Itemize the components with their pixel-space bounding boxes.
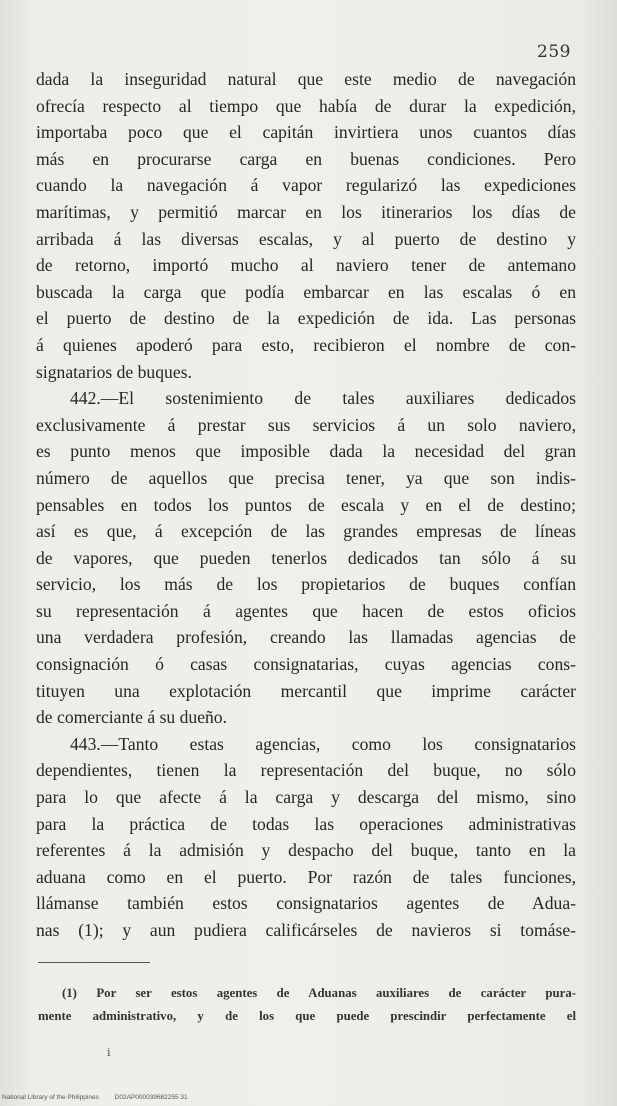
page-number: 259 xyxy=(537,42,571,62)
text-line: dependientes, tienen la representación del buque, no sólo xyxy=(36,760,576,781)
text-line: nas (1); y aun pudiera calificárseles de navieros si tomáse- xyxy=(36,920,576,940)
paragraph-end-line: signatarios de buques. xyxy=(36,361,192,382)
text-line: exclusivamente á prestar sus servicios á un solo naviero, xyxy=(36,414,576,435)
footnote-line: (1) Por ser estos agentes de Aduanas auxiliares de carácter pura- xyxy=(62,986,576,1000)
text-line: servicio, los más de los propietarios de buques confían xyxy=(36,574,576,595)
text-line: pensables en todos los puntos de escala y en el de destino; xyxy=(36,494,576,515)
footnote-line: mente administrativo, y de los que puede prescindir perfectamente el xyxy=(38,1009,576,1023)
text-line: buscada la carga que podía embarcar en las escalas ó en xyxy=(36,281,576,302)
text-line: dada la inseguridad natural que este medio de navegación xyxy=(36,69,576,89)
text-line: arribada á las diversas escalas, y al puerto de destino y xyxy=(36,228,576,249)
text-line: llámanse también estos consignatarios agentes de Adua- xyxy=(36,893,576,914)
text-line: importaba poco que el capitán invirtiera unos cuantos días xyxy=(36,122,576,143)
footnote-divider xyxy=(38,962,150,963)
text-line: su representación á agentes que hacen de estos oficios xyxy=(36,600,576,621)
text-line: tituyen una explotación mercantil que imprime carácter xyxy=(36,680,576,701)
watermark-library: National Library of the Philippines xyxy=(2,1094,99,1101)
paragraph-443-start: 443.—Tanto estas agencias, como los consignatarios xyxy=(70,733,576,754)
footnote xyxy=(38,982,576,1028)
text-line: el puerto de destino de la expedición de ida. Las personas xyxy=(36,308,576,329)
text-line: para la práctica de todas las operaciones administrativas xyxy=(36,813,576,834)
text-line: es punto menos que imposible dada la necesidad del gran xyxy=(36,441,576,462)
scan-watermark xyxy=(2,1094,202,1101)
text-line: de vapores, que pueden tenerlos dedicados tan sólo á su xyxy=(36,547,576,568)
paragraph-end-line: de comerciante á su dueño. xyxy=(36,707,228,728)
watermark-code: D02AP000039682255 31 xyxy=(114,1094,188,1101)
text-line: á quienes apoderó para esto, recibieron el nombre de con- xyxy=(36,334,576,355)
text-line: así es que, á excepción de las grandes empresas de líneas xyxy=(36,521,576,542)
body-text xyxy=(36,66,576,944)
text-line: referentes á la admisión y despacho del buque, tanto en la xyxy=(36,840,576,861)
text-line: cuando la navegación á vapor regularizó las expediciones xyxy=(36,175,576,196)
text-line: aduana como en el puerto. Por razón de tales funciones, xyxy=(36,866,576,887)
text-line: de retorno, importó mucho al naviero tener de antemano xyxy=(36,255,576,276)
paragraph-442-start: 442.—El sostenimiento de tales auxiliares dedicados xyxy=(70,388,576,409)
text-line: consignación ó casas consignatarias, cuyas agencias cons- xyxy=(36,654,576,675)
text-line: ofrecía respecto al tiempo que había de durar la expedición, xyxy=(36,95,576,116)
text-line: más en procurarse carga en buenas condiciones. Pero xyxy=(36,148,576,169)
text-line: una verdadera profesión, creando las llamadas agencias de xyxy=(36,627,576,648)
text-line: marítimas, y permitió marcar en los itinerarios los días de xyxy=(36,201,576,222)
text-line: número de aquellos que precisa tener, ya que son indis- xyxy=(36,467,576,488)
text-line: para lo que afecte á la carga y descarga del mismo, sino xyxy=(36,787,576,808)
margin-marker: i xyxy=(107,1046,111,1059)
